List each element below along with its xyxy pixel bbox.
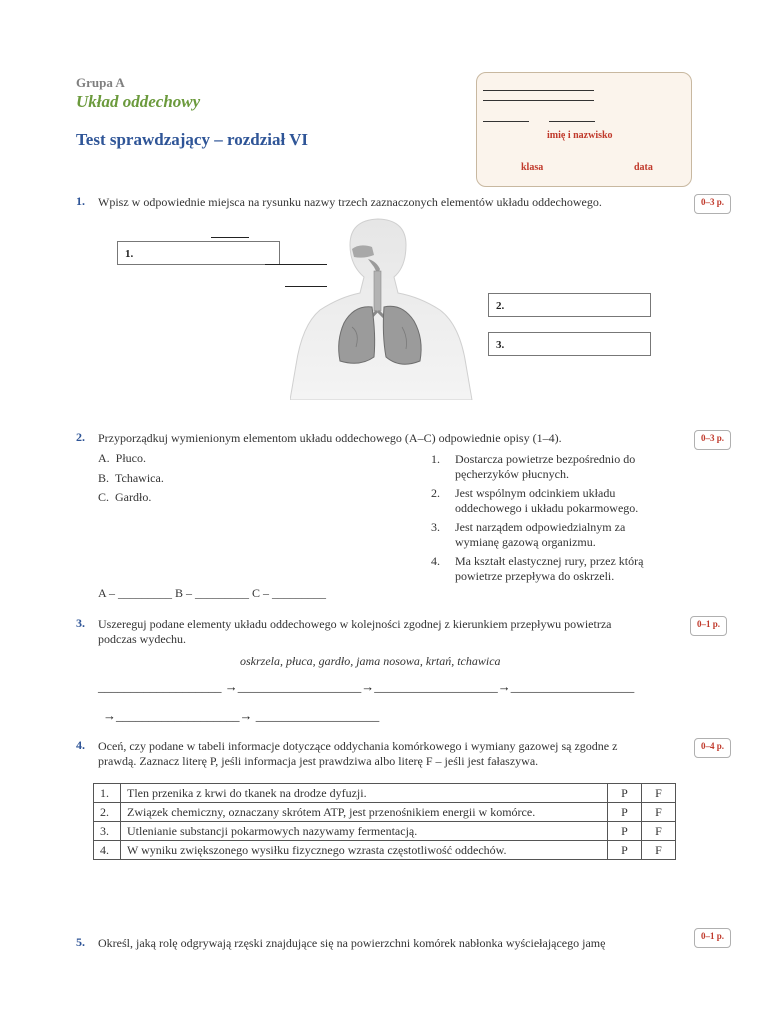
option-letter: B. [98, 471, 110, 485]
table-row [94, 784, 676, 803]
table-row [94, 803, 676, 822]
description-number: 3. [431, 520, 440, 534]
row-number: 2. [94, 803, 121, 822]
name-label: imię i nazwisko [547, 130, 613, 141]
false-option[interactable]: F [642, 784, 676, 803]
q2-points-badge: 0–3 p. [694, 430, 731, 450]
q2-description-3 [431, 519, 626, 549]
description-number: 2. [431, 486, 440, 500]
description-line: oddechowego i układu pokarmowego. [455, 501, 639, 515]
q5-text: Określ, jaką rolę odgrywają rzęski znajdujące się na powierzchni komórek nabłonka wyściełającego jamę [98, 936, 606, 950]
q2-description-1 [431, 451, 636, 481]
false-option[interactable]: F [642, 803, 676, 822]
row-statement: Utlenianie substancji pokarmowych nazywamy fermentacją. [121, 822, 608, 841]
q2-option-a [98, 451, 146, 466]
q1-pointer-line-1 [211, 237, 249, 238]
q2-description-4 [431, 553, 644, 583]
q2-text: Przyporządkuj wymienionym elementom układu oddechowego (A–C) odpowiednie opisy (1–4). [98, 431, 562, 445]
name-line-1[interactable] [483, 90, 594, 91]
q2-description-2 [431, 485, 639, 515]
topic-heading: Układ oddechowy [76, 92, 201, 111]
option-label: Płuco. [115, 451, 147, 465]
option-label: Tchawica. [115, 471, 164, 485]
q4-text-line-2: prawdą. Zaznacz literę P, jeśli informacja jest prawdziwa albo literę F – jeśli jest fałaszywa. [98, 754, 539, 768]
row-number: 1. [94, 784, 121, 803]
true-option[interactable]: P [608, 784, 642, 803]
option-letter: C. [98, 490, 110, 504]
q2-number: 2. [76, 430, 85, 444]
q4-number: 4. [76, 738, 85, 752]
q2-option-c [98, 490, 151, 505]
row-statement: W wyniku zwiększonego wysiłku fizycznego wzrasta częstotliwość oddechów. [121, 841, 608, 860]
q5-number: 5. [76, 935, 85, 949]
row-number: 3. [94, 822, 121, 841]
q3-text-line-1: Uszereguj podane elementy układu oddechowego w kolejności zgodnej z kierunkiem przepływu powietrza [98, 617, 612, 631]
q4-points-badge: 0–4 p. [694, 738, 731, 758]
q1-text: Wpisz w odpowiednie miejsca na rysunku nazwy trzech zaznaczonych elementów układu oddechowego. [98, 195, 602, 209]
q3-answer-row-1[interactable]: ___________________ →___________________→___________________→___________________ [98, 679, 635, 694]
description-line: powietrze przepływa do oskrzeli. [455, 569, 615, 583]
true-option[interactable]: P [608, 803, 642, 822]
option-letter: A. [98, 451, 110, 465]
description-line: Jest wspólnym odcinkiem układu [455, 486, 616, 500]
q3-answer-row-2[interactable]: →___________________→ ___________________ [103, 708, 380, 723]
respiratory-system-image [290, 215, 480, 400]
q1-points-badge: 0–3 p. [694, 194, 731, 214]
q5-points-badge: 0–1 p. [694, 928, 731, 948]
q4-text-line-1: Oceń, czy podane w tabeli informacje dotyczące oddychania komórkowego i wymiany gazowej są zgodne z [98, 739, 618, 753]
row-statement: Tlen przenika z krwi do tkanek na drodze dyfuzji. [121, 784, 608, 803]
student-info-box [476, 72, 692, 187]
name-line-2[interactable] [483, 100, 594, 101]
description-line: wymianę gazową organizmu. [455, 535, 596, 549]
row-number: 4. [94, 841, 121, 860]
q2-answer-line[interactable]: A – _________ B – _________ C – _________ [98, 586, 327, 600]
q1-pointer-line-2 [265, 264, 327, 265]
date-label: data [634, 162, 653, 173]
date-line[interactable] [549, 121, 595, 122]
table-row [94, 822, 676, 841]
q3-points-badge: 0–1 p. [690, 616, 727, 636]
q1-pointer-line-3 [285, 286, 327, 287]
q2-option-b [98, 471, 164, 486]
false-option[interactable]: F [642, 822, 676, 841]
option-label: Gardło. [115, 490, 152, 504]
q3-number: 3. [76, 616, 85, 630]
description-line: Dostarcza powietrze bezpośrednio do [455, 452, 636, 466]
false-option[interactable]: F [642, 841, 676, 860]
page-title: Test sprawdzający – rozdział VI [76, 130, 309, 149]
q3-text-line-2: podczas wydechu. [98, 632, 186, 646]
q3-items-list: oskrzela, płuca, gardło, jama nosowa, krtań, tchawica [240, 654, 501, 668]
group-label: Grupa A [76, 75, 125, 90]
description-line: pęcherzyków płucnych. [455, 467, 569, 481]
row-statement: Związek chemiczny, oznaczany skrótem ATP, jest przenośnikiem energii w komórce. [121, 803, 608, 822]
q1-answer-box-3[interactable]: 3. [488, 332, 651, 356]
true-false-table [93, 783, 676, 860]
description-number: 1. [431, 452, 440, 466]
description-line: Ma kształt elastycznej rury, przez którą [455, 554, 644, 568]
true-option[interactable]: P [608, 822, 642, 841]
class-label: klasa [521, 162, 544, 173]
q1-answer-box-1[interactable]: 1. [117, 241, 280, 265]
description-number: 4. [431, 554, 440, 568]
true-option[interactable]: P [608, 841, 642, 860]
description-line: Jest narządem odpowiedzialnym za [455, 520, 626, 534]
table-row [94, 841, 676, 860]
q1-number: 1. [76, 194, 85, 208]
class-line[interactable] [483, 121, 529, 122]
q1-answer-box-2[interactable]: 2. [488, 293, 651, 317]
